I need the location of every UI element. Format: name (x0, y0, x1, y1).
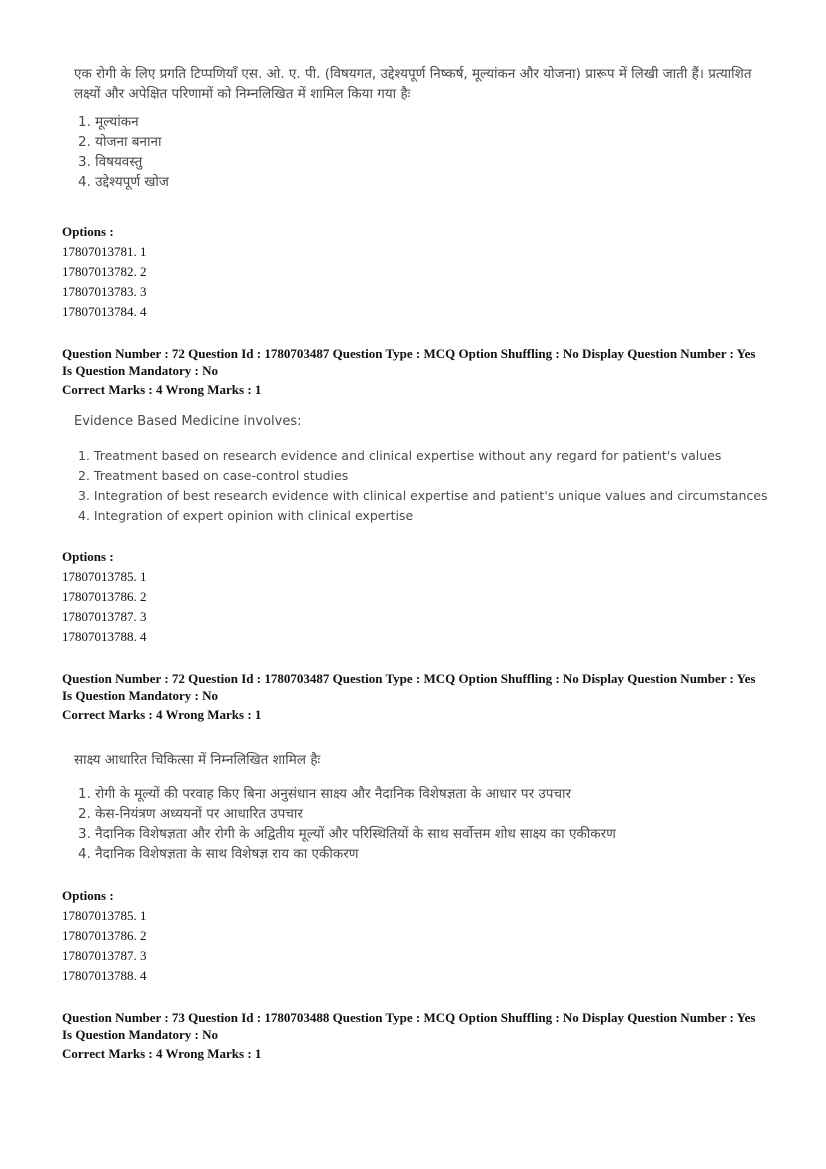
question-option: 4. नैदानिक विशेषज्ञता के साथ विशेषज्ञ राय का एकीकरण (78, 846, 359, 862)
question-meta-line: Question Number : 72 Question Id : 1780703487 Question Type : MCQ Option Shuffling : No Display Question Number : Yes (62, 346, 756, 361)
option-id: 17807013784. 4 (62, 304, 147, 319)
question-option: 4. Integration of expert opinion with clinical expertise (78, 508, 414, 523)
option-id: 17807013787. 3 (62, 609, 147, 624)
question-meta-line: Is Question Mandatory : No (62, 688, 219, 703)
options-list-2 (62, 547, 147, 647)
question-meta-line: Question Number : 73 Question Id : 1780703488 Question Type : MCQ Option Shuffling : No Display Question Number : Yes (62, 1010, 756, 1025)
option-id: 17807013781. 1 (62, 244, 147, 259)
question-option: 2. केस-नियंत्रण अध्ययनों पर आधारित उपचार (78, 806, 303, 822)
question-meta-line: Is Question Mandatory : No (62, 363, 219, 378)
options-heading: Options : (62, 549, 114, 564)
option-id: 17807013788. 4 (62, 968, 147, 983)
question-option: 4. उद्देश्यपूर्ण खोज (78, 174, 169, 190)
options-list-3 (62, 886, 147, 986)
option-id: 17807013783. 3 (62, 284, 147, 299)
option-id: 17807013785. 1 (62, 569, 147, 584)
question-option: 3. Integration of best research evidence with clinical expertise and patient's unique values and circumstances (78, 488, 768, 503)
question-meta-2 (62, 670, 782, 723)
question-stem: Evidence Based Medicine involves: (74, 414, 302, 429)
question-option: 3. नैदानिक विशेषज्ञता और रोगी के अद्वितीय मूल्यों और परिस्थितियों के साथ सर्वोत्तम शोध साक्ष्य का एकीकरण (78, 826, 616, 842)
question-image-3 (74, 750, 616, 864)
marks-line: Correct Marks : 4 Wrong Marks : 1 (62, 707, 262, 722)
option-id: 17807013782. 2 (62, 264, 147, 279)
question-meta-1 (62, 345, 782, 398)
option-id: 17807013785. 1 (62, 908, 147, 923)
question-option: 1. मूल्यांकन (78, 114, 139, 130)
question-meta-line: Question Number : 72 Question Id : 1780703487 Question Type : MCQ Option Shuffling : No Display Question Number : Yes (62, 671, 756, 686)
question-option: 2. Treatment based on case-control studies (78, 468, 349, 483)
options-list-1 (62, 222, 147, 322)
question-image-2 (74, 412, 767, 526)
marks-line: Correct Marks : 4 Wrong Marks : 1 (62, 1046, 262, 1061)
question-stem: साक्ष्य आधारित चिकित्सा में निम्नलिखित शामिल हैः (74, 752, 321, 768)
question-image-1 (74, 64, 752, 192)
option-id: 17807013786. 2 (62, 589, 147, 604)
options-heading: Options : (62, 888, 114, 903)
question-meta-line: Is Question Mandatory : No (62, 1027, 219, 1042)
question-option: 3. विषयवस्तु (78, 154, 143, 170)
options-heading: Options : (62, 224, 114, 239)
option-id: 17807013787. 3 (62, 948, 147, 963)
option-id: 17807013786. 2 (62, 928, 147, 943)
question-option: 1. रोगी के मूल्यों की परवाह किए बिना अनुसंधान साक्ष्य और नैदानिक विशेषज्ञता के आधार पर उपचार (78, 786, 572, 802)
question-meta-3 (62, 1009, 782, 1062)
option-id: 17807013788. 4 (62, 629, 147, 644)
marks-line: Correct Marks : 4 Wrong Marks : 1 (62, 382, 262, 397)
question-stem-line: एक रोगी के लिए प्रगति टिप्पणियाँ एस. ओ. ए. पी. (विषयगत, उद्देश्यपूर्ण निष्कर्ष, मूल्यांकन और योजना) प्रारूप में लिखी जाती हैं। प्रत्याशित (74, 66, 752, 82)
question-stem-line: लक्ष्यों और अपेक्षित परिणामों को निम्नलिखित में शामिल किया गया हैः (74, 86, 411, 102)
question-option: 2. योजना बनाना (78, 134, 162, 150)
question-option: 1. Treatment based on research evidence and clinical expertise without any regard for patient's values (78, 448, 722, 463)
